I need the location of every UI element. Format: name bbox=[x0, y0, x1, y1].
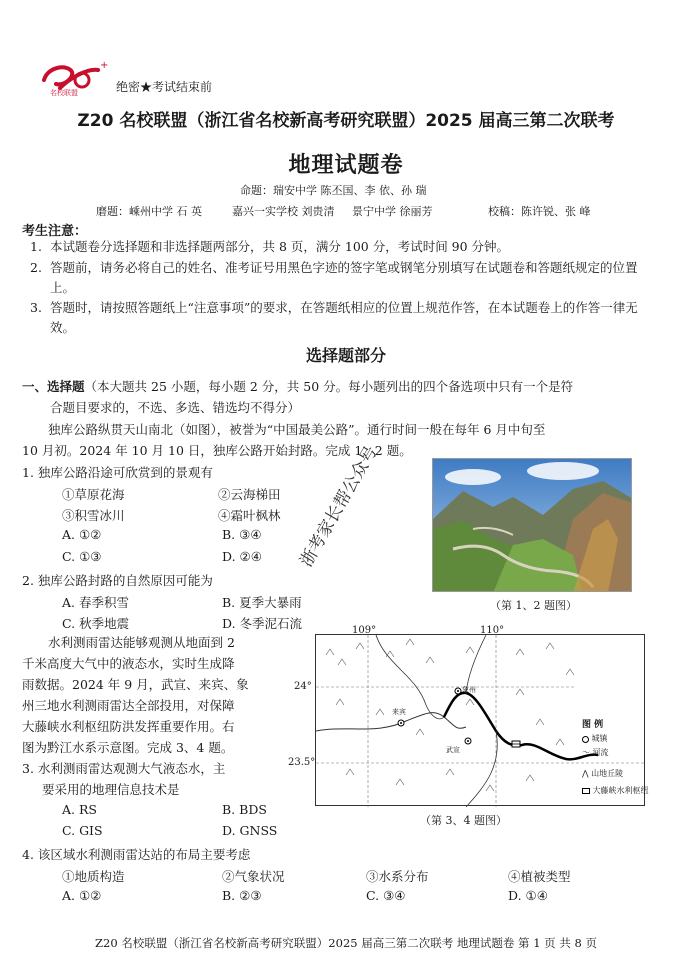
svg-text:+: + bbox=[100, 60, 108, 71]
section-title: 选择题部分 bbox=[305, 346, 386, 365]
q1-stem: 1. 独库公路沿途可欣赏到的景观有 bbox=[22, 465, 213, 480]
q4-item: ②气象状况 bbox=[222, 869, 285, 884]
part-heading bbox=[22, 376, 573, 397]
river-icon: 〜 bbox=[582, 748, 590, 757]
map-caption: （第 3、4 题图） bbox=[420, 814, 507, 827]
qianjiang-river-map bbox=[288, 625, 649, 806]
credits-proof: 校稿：陈许锐、张 峰 bbox=[488, 205, 591, 218]
part-label: 一、选择题 bbox=[22, 379, 85, 394]
notice-text: 本试题卷分选择题和非选择题两部分，共 8 页，满分 100 分，考试时间 90 分钟。 bbox=[50, 239, 510, 254]
q3-option-d[interactable]: D. GNSS bbox=[222, 823, 278, 838]
q1-option-a[interactable]: A. ①② bbox=[62, 527, 102, 542]
notice-item-3 bbox=[30, 298, 650, 338]
q4-stem: 4. 该区域水利测雨雷达站的布局主要考虑 bbox=[22, 847, 251, 862]
q4-item: ①地质构造 bbox=[62, 869, 125, 884]
exam-title: Z20 名校联盟（浙江省名校新高考研究联盟）2025 届高三第二次联考 bbox=[77, 111, 615, 131]
town-icon bbox=[582, 736, 589, 743]
q3-option-a[interactable]: A. RS bbox=[62, 802, 97, 817]
map-lat-label: 23.5° bbox=[288, 757, 316, 768]
passage2-line: 雨数据。2024 年 9 月，武宣、来宾、象 bbox=[22, 677, 249, 692]
legend-title: 图 例 bbox=[582, 720, 604, 730]
q4-option-b[interactable]: B. ②③ bbox=[222, 888, 262, 903]
q4-item: ④植被类型 bbox=[508, 869, 571, 884]
legend-mountain-label: 山地丘陵 bbox=[591, 769, 624, 778]
credits-authors: 命题：瑞安中学 陈丕国、李 依、孙 瑞 bbox=[240, 184, 427, 197]
notice-heading: 考生注意： bbox=[22, 224, 88, 239]
dam-icon bbox=[582, 788, 590, 794]
legend-river bbox=[582, 747, 609, 758]
q1-item: ②云海梯田 bbox=[218, 487, 281, 502]
q1-item: ④霜叶枫林 bbox=[218, 508, 281, 523]
passage2-line: 千米高度大气中的液态水，实时生成降 bbox=[22, 656, 235, 671]
q2-option-b[interactable]: B. 夏季大暴雨 bbox=[222, 595, 302, 610]
part-desc-1: （本大题共 25 小题，每小题 2 分，共 50 分。每小题列出的四个备选项中只有一个是符 bbox=[84, 379, 574, 394]
legend-dam bbox=[582, 785, 649, 796]
duku-highway-photo bbox=[432, 458, 632, 592]
part-desc-2: 合题目要求的，不选、多选、错选均不得分） bbox=[50, 400, 301, 415]
q1-option-b[interactable]: B. ③④ bbox=[222, 527, 262, 542]
town-label: 象州 bbox=[462, 686, 476, 694]
q1-option-d[interactable]: D. ②④ bbox=[222, 549, 262, 564]
legend-river-label: 河流 bbox=[592, 748, 609, 757]
q4-option-d[interactable]: D. ①④ bbox=[508, 888, 548, 903]
town-label: 武宣 bbox=[446, 746, 460, 754]
legend-dam-label: 大藤峡水利枢纽 bbox=[592, 786, 649, 795]
q3-option-c[interactable]: C. GIS bbox=[62, 823, 103, 838]
q1-item: ③积雪冰川 bbox=[62, 508, 125, 523]
q4-option-a[interactable]: A. ①② bbox=[62, 888, 102, 903]
passage1-line2: 10 月初。2024 年 10 月 10 日，独库公路开始封路。完成 1、2 题。 bbox=[22, 443, 412, 458]
notice-text: 答题前，请务必将自己的姓名、准考证号用黑色字迹的签字笔或钢笔分别填写在试题卷和答题纸规定的位置上。 bbox=[50, 260, 638, 295]
map-lon-label: 110° bbox=[480, 625, 505, 636]
q2-option-c[interactable]: C. 秋季地震 bbox=[62, 616, 130, 631]
legend-town bbox=[582, 733, 608, 744]
paper-title: 地理试题卷 bbox=[288, 153, 404, 178]
notice-num: 1. bbox=[30, 239, 42, 254]
passage1-line1: 独库公路纵贯天山南北（如图），被誉为“中国最美公路”。通行时间一般在每年 6 月中旬至 bbox=[48, 422, 546, 437]
notice-num: 2. bbox=[30, 260, 42, 275]
legend-town-label: 城镇 bbox=[591, 734, 608, 743]
town-label: 来宾 bbox=[392, 708, 406, 716]
notice-item-2 bbox=[30, 258, 650, 298]
legend-mountain bbox=[582, 768, 623, 779]
photo-caption: （第 1、2 题图） bbox=[490, 599, 577, 612]
map-lon-label: 109° bbox=[352, 625, 377, 636]
map-lat-label: 24° bbox=[294, 681, 312, 692]
q2-option-d[interactable]: D. 冬季泥石流 bbox=[222, 616, 303, 631]
alliance-logo bbox=[38, 58, 108, 102]
q2-stem: 2. 独库公路封路的自然原因可能为 bbox=[22, 573, 213, 588]
logo-text: 名校联盟 bbox=[50, 89, 78, 97]
passage2-line: 图为黔江水系示意图。完成 3、4 题。 bbox=[22, 740, 234, 755]
q2-option-a[interactable]: A. 春季积雪 bbox=[62, 595, 129, 610]
notice-num: 3. bbox=[30, 300, 42, 315]
q4-option-c[interactable]: C. ③④ bbox=[366, 888, 406, 903]
page-footer: Z20 名校联盟（浙江省名校新高考研究联盟）2025 届高三第二次联考 地理试题卷 第 1 页 共 8 页 bbox=[95, 936, 597, 950]
credits-polish-1: 磨题：嵊州中学 石 英 bbox=[96, 205, 202, 218]
q3-stem-2: 要采用的地理信息技术是 bbox=[42, 782, 180, 797]
q1-item: ①草原花海 bbox=[62, 487, 125, 502]
q1-option-c[interactable]: C. ①③ bbox=[62, 549, 102, 564]
passage2-line: 水利测雨雷达能够观测从地面到 2 bbox=[48, 635, 235, 650]
notice-item-1 bbox=[30, 237, 650, 257]
q3-option-b[interactable]: B. BDS bbox=[222, 802, 267, 817]
passage2-line: 大藤峡水利枢纽防洪发挥重要作用。右 bbox=[22, 719, 235, 734]
q3-stem-1: 3. 水利测雨雷达观测大气液态水，主 bbox=[22, 761, 226, 776]
passage2-line: 州三地水利测雨雷达全部投用，对保障 bbox=[22, 698, 235, 713]
q4-item: ③水系分布 bbox=[366, 869, 429, 884]
credits-polish-2: 嘉兴一实学校 刘贵清 bbox=[232, 205, 335, 218]
secret-label: 绝密★考试结束前 bbox=[116, 80, 213, 94]
mountain-icon: ⋀ bbox=[582, 769, 589, 778]
watermark: 浙考家长帮公众号 bbox=[296, 442, 382, 571]
credits-polish-3: 景宁中学 徐丽芳 bbox=[352, 205, 433, 218]
notice-text: 答题时，请按照答题纸上“注意事项”的要求，在答题纸相应的位置上规范作答，在本试题卷上的作答一律无效。 bbox=[50, 300, 638, 335]
